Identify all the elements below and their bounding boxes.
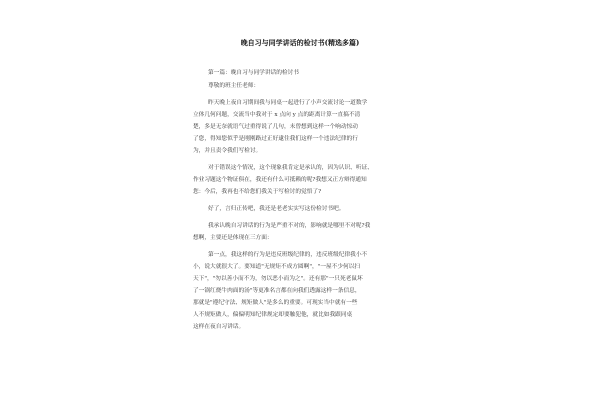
salutation: 尊敬的班主任老师： [208, 83, 260, 89]
paragraph-line: 对于错误这个情况，这个现象我肯定是承认的，因为认识、听证、 [208, 165, 373, 171]
paragraph-line: 昨天晚上夜自习期间我与同桌一起进行了小声交流讨论一道数学 [208, 100, 368, 106]
paragraph-line: 了一锅红烧牛肉面的汤"等更准名言都在向我们透露这样一条信息， [193, 288, 361, 294]
paragraph-line: 楚，多是无奈就语气过重得说了几句，未曾想到这样一个响动惊动 [193, 124, 358, 130]
paragraph-line: 那就是"遵纪守法、规矩做人"是多么的重要。可现实当中就有一些 [193, 300, 358, 306]
paragraph-line: 为，并且责令我们写检讨。 [193, 148, 262, 154]
paragraph-line: 好了，言归正传吧，我还是老老实实写这份检讨书吧。 [208, 206, 345, 212]
paragraph-line: 您：今后，我再也不给您们我关于写检讨的觉悟了? [193, 189, 322, 195]
paragraph-line: 小，说大就很大了。要知道"无规矩不成方圆啊"，"一屋不少何以扫 [193, 264, 361, 270]
paragraph-line: 人不规矩做人，偏偏明知纪律规定却要触犯他，就比如我跟同桌 [193, 312, 353, 318]
document-title: 晚自习与同学讲话的检讨书(精选多篇) [240, 38, 360, 47]
section-heading: 第一篇：晚自习与同学讲话的检讨书 [208, 70, 299, 76]
paragraph-line: 我承认晚自习讲话的行为是严重不对的，影响就是哪里不对呢?我 [208, 223, 371, 229]
paragraph-line: 作业习题这个物证俱在，我还有什么可抵赖的呢?我想又正方辩得通知 [193, 177, 367, 183]
paragraph-line: 立体几何问题，交流当中我对于 x 点向 y 点的距离计算一直搞不清 [193, 112, 361, 118]
paragraph-line: 第一点，我这样的行为是违反班级纪律的，违反班级纪律我小不 [208, 252, 368, 258]
paragraph-line: 想啊，主要还是体现在三方面： [193, 235, 273, 241]
paragraph-line: 这样在夜自习讲话。 [193, 324, 245, 330]
paragraph-line: 天下"，"勿以善小而不为，勿以恶小而为之"。还有那"一只死老鼠坏 [193, 276, 363, 282]
paragraph-line: 了您，得知您似乎是刚刚路过正好逮住我们这样一个违法纪律的行 [193, 136, 358, 142]
